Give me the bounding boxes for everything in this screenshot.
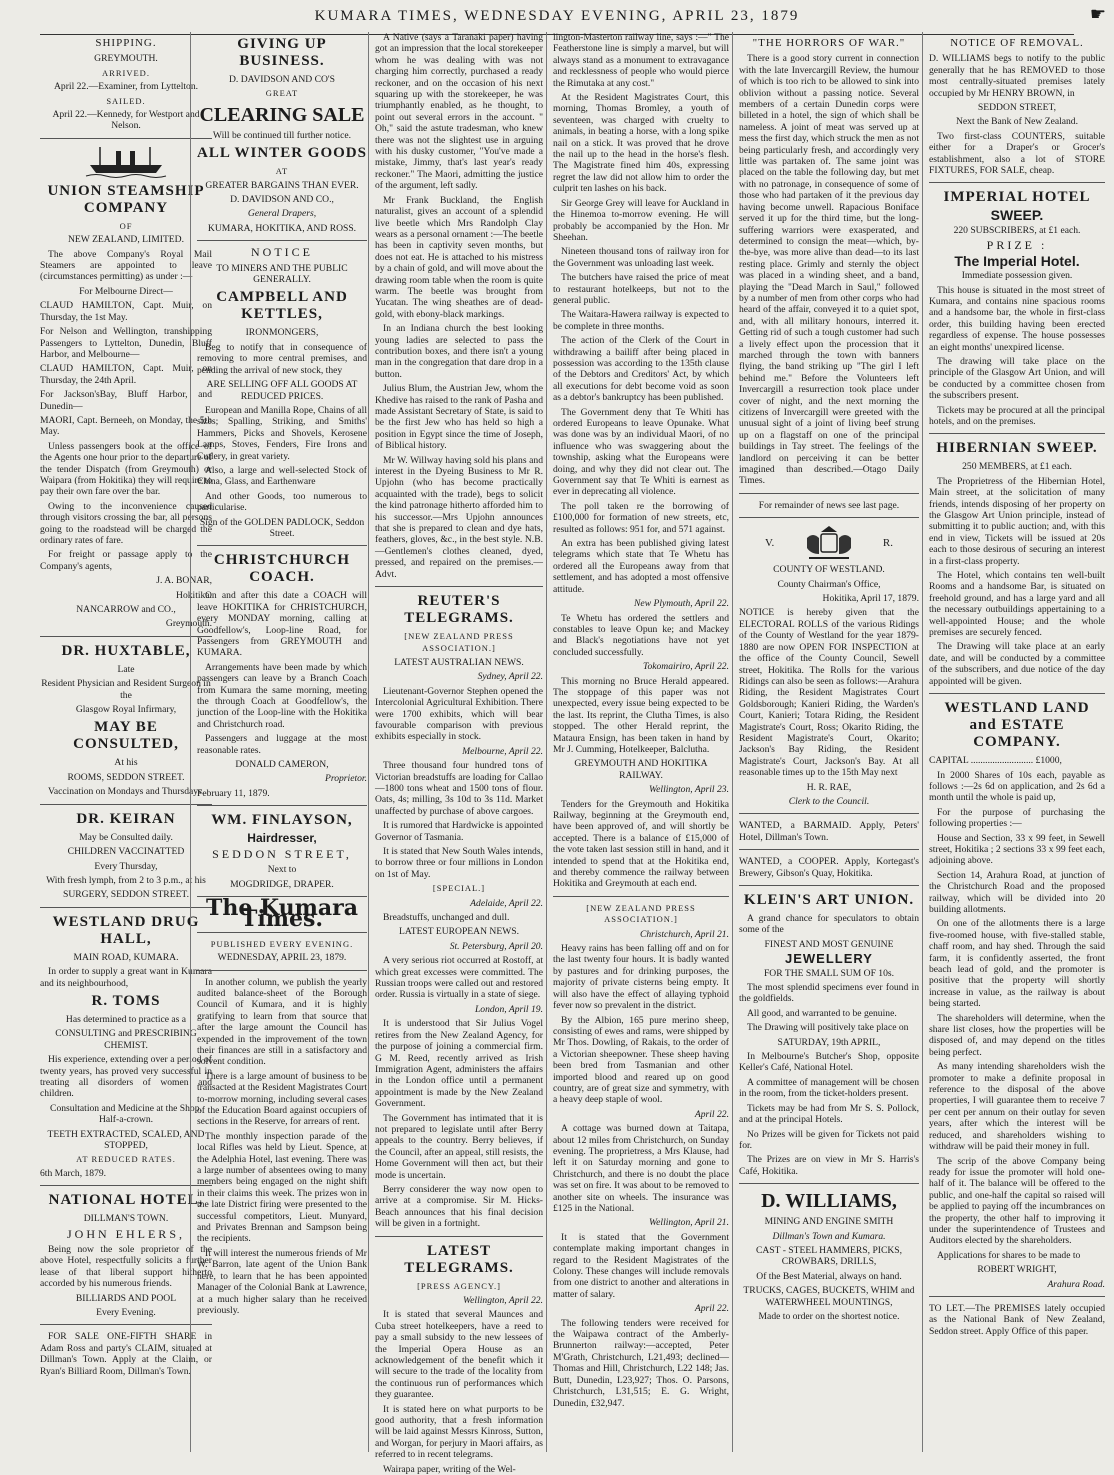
press-agency-label: [PRESS AGENCY.] [417,1280,501,1291]
keiran-thursday: Every Thursday, [94,860,158,872]
arrived-label: ARRIVED. [102,67,150,78]
county-date: Hokitika, April 17, 1879. [822,593,919,605]
toms-teeth: TEETH EXTRACTED, SCALED, AND STOPPED, [47,1128,205,1151]
dateline-sydney: Sydney, April 22. [477,671,543,683]
remainder-note: For remainder of news see last page. [758,499,900,511]
hibernian-heading: HIBERNIAN SWEEP. [936,440,1098,457]
billiards-evening: Every Evening. [96,1307,156,1319]
klein-saturday: SATURDAY, 19th APRIL, [777,1036,881,1048]
telegram-12: Wairapa paper, writing of the Wel- [383,1463,516,1475]
horrors-heading: "THE HORRORS OF WAR." [752,37,906,49]
divider [739,849,919,850]
national-hotel-heading: NATIONAL HOTEL, [48,1192,204,1209]
toms-experience: His experience, extending over a period of twenty years, has proved very successful in treating all disorders of women and children. [40,1054,212,1100]
winter-goods: ALL WINTER GOODS [197,145,367,162]
news-13: Tenders for the Greymouth and Hokitika Railway, beginning at the Greymouth end, have been approved of, and will shortly be accepted. There is a balance of £15,000 of the vote taken last session still in hand, and it intended to spend that at the Hokitika end, and thereby commence the railway between Hokitika and Greymouth at each end. [553,798,729,890]
dateline-london: London, April 19. [474,1003,543,1015]
news-1: lington-Masterton railway line, says :—" The Featherstone line is simply a marvel, but will always stand as a monument to extravagance and recklessness of people who would pierce the Rimutaka at any cost." [553,32,729,89]
news-16: A cottage was burned down at Taitapa, about 12 miles from Christchurch, on Sunday evening. The proprietress, a Mrs Klause, had left it on Saturday morning and gone to Christchurch, and there is no doubt the place was set on fire. It was about to be removed to another site on wheels. The insurance was £125 in the National. [553,1123,729,1214]
dateline-st-petersburg: St. Petersburg, April 20. [449,940,543,952]
keiran-heading: DR. KEIRAN [76,810,176,827]
sailed-label: SAILED. [106,95,146,106]
arms-v: V. [765,537,775,550]
ironmongers-label: IRONMONGERS, [245,327,319,339]
klein-tickets: Tickets may be had from Mr S. S. Pollock, and at the principal Hotels. [739,1102,919,1126]
imperial-house-text: This house is situated in the most street of Kumara, and contains nine spacious rooms and a handsome bar, the whole in first-class order, this building having been erected regardless of expense. The house possesses an eight months' unexpired license. [929,284,1105,353]
dateline-wellington-21: Wellington, April 21. [649,1217,729,1229]
notice-heading: NOTICE [251,245,313,260]
telegram-6: A very serious riot occurred at Rostoff, at which great excesses were committed. The Russian troops were called out and restored order. Russia is virtually in a state of siege. [375,955,543,1001]
news-4: Nineteen thousand tons of railway iron for the Government was unloading last week. [553,246,729,269]
county-heading: COUNTY OF WESTLAND. [773,564,885,576]
westland-purpose: For the purpose of purchasing the following properties :— [929,806,1105,830]
keiran-surgery: SURGERY, SEDDON STREET. [63,889,189,901]
huxtable-resident: Resident Physician and Resident Surgeon in the [41,678,211,701]
williams-material: Of the Best Material, always on hand. [756,1270,902,1282]
column-2 [190,32,373,1452]
editorial-3: The monthly inspection parade of the local Rifles was held by Lieut. Spence, at the Adelphia Hotel, last evening. There was a large number of absentees owing to many members being engaged on the night shift in their claims this week. The prizes won in the late District firing were presented to the successful competitors, Lieut. Munyard, and Privates Brennan and Sampson being the recipients. [197,1130,367,1245]
finlayson-heading: WM. FINLAYSON, [211,812,353,829]
toms-rates: AT REDUCED RATES. [76,1154,176,1165]
miners-line: TO MINERS AND THE PUBLIC GENERALLY. [216,262,348,286]
article-dyeing: Mr W. Willway having sold his plans and interest in the Dyeing Business to Mr R. Upjohn (who has become practically acquainted with the trade), begs to solicit the kind patronage hitherto afforded him to his successor.—Mrs Upjohn announces that she is prepared to clean and dye hats, feathers, gloves, &c., in the best style. N.B.—Gentlemen's clothes cleaned, dyed, pressed, and repaired on the premises.—Advt. [375,454,543,580]
news-3: Sir George Grey will leave for Auckland in the Hinemoa to-morrow evening. He will probably be accompanied by the Hon. Mr Sheehan. [553,197,729,243]
klein-grand: A grand chance for speculators to obtain some of the [739,913,919,936]
toms-name: R. TOMS [91,992,161,1009]
westland-scrip: The scrip of the above Company being ready for issue the promoter will hold one-half of it. The balance will be offered to the public, and one-half the capital so raised will be applied to paying off the incumbrances on the property, the other half to improving it under the superintendence of Trustees and Auditors elected by the shareholders. [929,1155,1105,1247]
telegram-7: It is understood that Sir Julius Vogel retires from the New Zealand Agency, for the purpose of joining a commercial firm. G M. Reed, recently arrived as Irish Immigration Agent, administers the affairs in the London office until a permanent appointment is made by the New Zealand Government. [375,1018,543,1110]
billiards-line: BILLIARDS AND POOL [75,1292,177,1304]
pointing-hand-icon: ☛ [1089,4,1106,24]
divider [40,1185,212,1186]
reuters-heading: REUTER'S TELEGRAMS. [404,593,514,627]
australian-news-heading: LATEST AUSTRALIAN NEWS. [394,656,524,668]
hibernian-members: 250 MEMBERS, at £1 each. [962,461,1072,473]
imperial-draw-text: The drawing will take place on the principle of the Glasgow Art Union, and will be conducted by a committee chosen from the subscribers present. [929,355,1105,402]
arms-r: R. [882,537,893,550]
at-label: AT [275,166,289,177]
divider [40,636,212,637]
agent-hokitika: Hokitika. [176,589,212,601]
divider [197,805,367,806]
klein-price: FOR THE SMALL SUM OF 10s. [763,967,895,979]
column-6 [922,32,1109,1452]
royal-arms-block [739,524,919,564]
westland-arahura: Arahura Road. [1047,1278,1105,1290]
klein-warranted: All good, and warranted to be genuine. [747,1007,897,1019]
dateline-christchurch: Christchurch, April 21. [639,928,729,940]
news-18: The following tenders were received for the Waipawa contract of the Amberly-Brunnerton railway:—accepted, Peter M'Grath, Christchurch, L21,493; declined—Thomas and Hill, Christchurch, L22 148; Jas. Butt, Dunedin, L23,927; Thos. O. Parsons, Christchurch, L31,515; E. G. Wright, Dunedin, £32,947. [553,1317,729,1409]
coach-text-3: Passengers and luggage at the most reasonable rates. [197,733,367,756]
royal-coat-of-arms-icon [801,524,857,564]
huxtable-glasgow: Glasgow Royal Infirmary, [75,704,177,716]
divider [40,138,212,139]
bar-notice: Owing to the inconvenience caused through visitors crossing the bar, all persons going to the roadstead will be charged the ordinary rates of fare. [40,500,212,546]
imperial-subscribers: 220 SUBSCRIBERS, at £1 each. [953,224,1081,236]
great-label: GREAT [265,88,299,99]
divider [40,907,212,908]
rope-text: European and Manilla Rope, Chains of all sizes; Spalling, Striking, and Smiths' Hammers, Picks and Shovels, Kerosene Lamps, Stoves, Fenders, Fire Irons and Cutlery, in great variety. [197,404,367,462]
klein-view: The Prizes are on view in Mr S. Harris's Café, Hokitika. [739,1154,919,1177]
news-14: Heavy rains has been falling off and on for the last twenty four hours. It is badly wanted by pastures and for drinking purposes, the majority of private cisterns being empty. It will also have the effect of allaying typhoid fever now so prevalent in the district. [553,943,729,1012]
klein-finest: FINEST AND MOST GENUINE [764,938,894,950]
news-15: By the Albion, 165 pure merino sheep, consisting of ewes and rams, were shipped by Mr Thos. Dowling, of Rakais, to the order of a Victorian sheepowner. These sheep having been bred from Tasmanian and other imported blood and reared up on good country, are of great size and symmetry, with a heavy deep staple of wool. [553,1014,729,1106]
news-8: The Government deny that Te Whiti has ordered Europeans to leave Opunake. What was done was by an individual Maori, of no influence who was swaggering about the township, asking what the Europeans were doing, and why they did not clear out. The Government say that Te Whiti is earnest as ever in deprecating all violence. [553,406,729,498]
divider [40,804,212,805]
railway-heading: GREYMOUTH AND HOKITIKA RAILWAY. [574,758,708,781]
column-3 [368,32,549,1475]
keiran-daily: May be Consulted daily. [79,831,173,843]
toms-consultation: Consultation and Medicine at the Shop, Half-a-crown. [50,1102,202,1126]
union-text: The above Company's Royal Mail Steamers are appointed to leave (circumstances permitting) as under :— [40,248,212,283]
dateline-wellington: Wellington, April 22. [463,1295,543,1306]
jackson-route: For Jackson'sBay, Bluff Harbor, and Dunedin— [40,389,212,412]
drapers-label: General Drapers, [247,208,317,220]
towns-line: KUMARA, HOKITIKA, AND ROSS. [207,222,357,234]
electoral-notice: NOTICE is hereby given that the ELECTORAL ROLLS of the various Ridings of the County of Westland for the year 1879-1880 are now OPEN FOR INSPECTION at the office of the County Council, Sewell street, Hokitika. The Rolls for the various Ridings can also be seen as follows:—Arahura Riding, the Resident Magistrates Court Goldsborough; Kanieri Riding, the Warden's Court, Kanieri; Totara Riding, the Resident Magistrate's Court, Ross; Okarito Riding, the Resident Magistrate's Court, Okarito; Jackson's Bay Riding, the Resident Magistrate's Court, Jackson's Bay. At all reasonable times up to the 15th May next [739,607,919,779]
divider [375,1236,543,1237]
horrors-story: There is a good story current in connection with the late Invercargill Review, the humour of which is too rich to be allowed to sink into oblivion without a passing notice. Several members of a certain Dunedin corps were billeted in a hotel, the sign of which shall be nameless. A joint of meat was served up at mess the first day, which struck the men as not being particularly fresh, and accordingly very little was partaken of. The same joint was placed on the table the following day, but met with no patronage, in consequence of some of those who had partaken of it the previous day having become unwell. Rapacious Boniface served it up for the third time, but the long-suffering warriors were exasperated, and determined to consign the meat—which, by-the-bye, was more alive than dead—to its last resting place. Grimly and sternly the object was placed in a winding sheet, and a band, playing the "Dead March in Saul," followed by a number of men from other corps who had heard of the affair, conveyed it to a quiet spot, and, with all military honours, interred it. Getting rid of such a tough customer had such a lively effect upon the procession that it marched through the town with banners flying, the band striking up "The girl I left behind me." Before the Volunteers left Invercargill a resurrection took place under cover of night, and the next morning the citizens of Invercargill were greeted with the unusual sight of a joint of living beef strung up on a flagstaff on one of the principal buildings in Tay street. The feelings of the landlord on perceiving it can be better imagined than described.—Otago Daily Times. [739,53,919,487]
agent-nancarrow: NANCARROW and CO., [76,604,176,616]
toms-date: 6th March, 1879. [40,1167,107,1179]
masthead-title: KUMARA TIMES, WEDNESDAY EVENING, APRIL 23, 1879 [314,8,800,24]
dateline-new-plymouth: New Plymouth, April 22. [634,598,729,610]
imperial-prize-label: PRIZE : [986,238,1048,253]
claud-sailing-1: CLAUD HAMILTON, Capt. Muir, on Thursday, the 1st May. [40,300,212,323]
divider [739,1183,919,1184]
news-12: This morning no Bruce Herald appeared. The stoppage of this paper was not unexpected, every issue being expected to be the last. Its reprint, the Clutha Times, is also stopped. The other Herald reprint, the Mataura Ensign, has been taken in hand by Mr J. Cumming, Hotelkeeper, Balclutha. [553,675,729,755]
westland-company-heading: WESTLAND LAND and ESTATE COMPANY. [944,700,1090,751]
davidson-name: D. DAVIDSON AND CO., [230,194,334,206]
passenger-notice: Unless passengers book at the office of the Agents one hour prior to the departure of the tender Dispatch (from Greymouth) or Waipara (from Hokitika) they will require to pay their own fare over the bar. [40,440,212,498]
steamship-icon [86,145,166,179]
dateline-tokomairiro: Tokomairiro, April 22. [642,661,729,673]
removal-text: D. WILLIAMS begs to notify to the public generally that he has REMOVED to those most centrally-situated premises lately occupied by Mr HENRY BROWN, in [929,53,1105,99]
ehlers-name: JOHN EHLERS, [66,1226,185,1241]
cameron-name: DONALD CAMERON, [235,759,329,771]
telegram-2: Three thousand four hundred tons of Victorian breadstuffs are loading for Callao—1800 tons wheat and 1500 tons of flour. Oats, 4s; milling, 3s 10d to 3s 11d. Market unaffected by purchase of above cargoes. [375,760,543,817]
divider [553,896,729,897]
latest-telegrams-heading: LATEST TELEGRAMS. [404,1242,514,1276]
union-steamship-heading: UNION STEAMSHIP COMPANY [47,182,205,216]
coach-text-1: On and after this date a COACH will leave HOKITIKA for CHRISTCHURCH, every MONDAY morning, calling at Goodfellow's, Loop-line Road, for Passengers from GREYMOUTH and KUMARA. [197,590,367,659]
huxtable-consulted: MAY BE CONSULTED, [73,719,179,753]
telegram-3: It is rumored that Hardwicke is appointed Governor of Tasmania. [375,820,543,843]
toms-practice: Has determined to practice as a [65,1013,187,1025]
news-2: At the Resident Magistrates Court, this morning, Thomas Bromley, a youth of seventeen, was charged with cruelty to animals, in beating a horse, with a long spike nail on a stick. It was proved that he drove the nail up to the head in the horse's flesh. The Magistrate fined him 40s, expressing regret the law did not allow him to order the culprit ten lashes on his back. [553,92,729,195]
imperial-prize: The Imperial Hotel. [954,252,1080,269]
divider [197,240,367,241]
editorial-2: There is a large amount of business to be transacted at the Resident Magistrates Court to-morrow morning, including several cases of the Education Board against occupiers of sections in the Reserve, for arrears of rent. [197,1070,367,1128]
column-5 [732,32,925,1452]
claud-sailing-2: CLAUD HAMILTON, Capt. Muir, on Thursday, the 24th April. [40,363,212,386]
westland-wright: ROBERT WRIGHT, [977,1264,1057,1276]
article-indiana: In an Indiana church the best looking young ladies are selected to pass the contribution boxes, and there isn't a young man in the congregation that dare drop in a button. [375,323,543,380]
shipping-heading: SHIPPING. [95,37,157,49]
next-to: Next to [267,864,297,876]
wanted-cooper: WANTED, a COOPER. Apply, Kortegast's Brewery, Gibson's Quay, Hokitika. [739,856,919,879]
divider [739,517,919,518]
seddon-street: SEDDON STREET, [212,846,352,861]
klein-jewellery: JEWELLERY [785,951,873,967]
nzpa-label: [NEW ZEALAND PRESS ASSOCIATION.] [404,631,514,653]
imperial-possession: Immediate possession given. [961,270,1073,282]
williams-trade: MINING AND ENGINE SMITH [764,1216,894,1228]
williams-hammers: CAST - STEEL HAMMERS, PICKS, CROWBARS, DRILLS, [755,1244,903,1268]
divider [929,182,1105,183]
coach-date: February 11, 1879. [197,787,270,799]
klein-heading: KLEIN'S ART UNION. [743,892,915,908]
column-4 [546,32,735,1452]
union-of: OF [119,220,133,231]
removal-street: SEDDON STREET, [977,102,1057,114]
coach-text-2: Arrangements have been made by which passengers can leave by a Branch Coach from Kumara the same morning, meeting the through Coach at Goodfellow's, the junction of the Loop-line with the Hokitika and Christchurch road. [197,661,367,730]
williams-heading: D. WILLIAMS, [761,1190,897,1213]
maori-sailing: MAORI, Capt. Berneeh, on Monday, the 5th May. [40,414,212,438]
huxtable-vaccination: Vaccination on Mondays and Thursdays. [48,786,205,798]
telegram-11: It is stated here on what purports to be good authority, that a fresh information will be laid against Messrs Kinross, Sutton, and Worgan, for perjury in Maori affairs, as referred to in recent telegrams. [375,1403,543,1461]
article-native: A Native (says a Taranaki paper) having got an impression that the local storekeeper whom he was dealing with was not charging him correctly, purchased a ready reckoner, and on the occasion of his next squaring up with the storekeeper, he was triumphantly enabled, as he thought, to point out several errors in the account. " Oh," said the astute tradesman, who knew there was not the slightest use in arguing with his dusky customer, "You've made a mistake, Jimmy, that's last year's ready reckoner." The Maori, admitting the justice of the argument, left sadly. [375,32,543,192]
dateline-wellington-23: Wellington, April 23. [649,784,729,796]
nelson-route: For Nelson and Wellington, transhipping Passengers to Lyttelton, Dunedin, Bluff Harbor, and Melbourne— [40,326,212,360]
telegram-9: Berry considerer the way now open to arrive at a compromise. Sir M. Hicks-Beach announces that his final decision will be given in a fortnight. [375,1183,543,1230]
keiran-children: CHILDREN VACCINATTED [67,846,185,858]
huxtable-rooms: ROOMS, SEDDON STREET. [67,771,185,783]
china-text: Also, a large and well-selected Stock of China, Glass, and Earthenware [197,464,367,488]
editorial-4: It will interest the numerous friends of Mr W. Barron, late agent of the Union Bank here, to learn that he has been appointed Manager of the Colonial Bank at Lawrence, at a much higher salary than he received previously. [197,1247,367,1316]
article-blum: Julius Blum, the Austrian Jew, whom the Khedive has raised to the rank of Pasha and made Assistant Secretary of State, is said to be the first Jew who has held so high a position in Egypt since the time of Joseph, of Biblical history. [375,383,543,452]
national-location: DILLMAN'S TOWN. [83,1213,169,1225]
news-11: Te Whetu has ordered the settlers and constables to leave Opun ke; and Mackey and Black's negotiations have not yet concluded successfully. [553,612,729,658]
klein-specimens: The most splendid specimens ever found in the goldfields. [739,982,919,1005]
divider [739,885,919,886]
bargains-line: GREATER BARGAINS THAN EVER. [205,179,359,191]
klein-committee: A committee of management will be chosen in the room, from the ticket-holders present. [739,1076,919,1100]
huxtable-late: Late [117,663,135,675]
telegram-10: It is stated that several Maunces and Cuba street hotelkeepers, have a reed to pay a small subsidy to the new lessees of the Imperial Opera House as an acknowledgement of the benefit which it will secure to the trade of the locality from the continuous run of performances which they guarantee. [375,1309,543,1401]
williams-location: Dillman's Town and Kumara. [772,1230,886,1242]
divider [929,693,1105,694]
campbell-heading: CAMPBELL AND KETTLES, [216,289,348,323]
removal-heading: NOTICE OF REMOVAL. [950,37,1084,49]
agent-greymouth: Greymouth. [165,618,212,630]
nzpa-label: [NEW ZEALAND PRESS ASSOCIATION.] [586,902,696,925]
divider [197,970,367,971]
ehlers-text: Being now the sole proprietor of the above Hotel, respectfully solicits a further lease of that liberal support hitherto accorded by his numerous friends. [40,1244,212,1290]
telegram-4: It is stated that New South Wales intends, to borrow three or four millions in London on 1st of May. [375,846,543,880]
golden-padlock-sign: Sign of the GOLDEN PADLOCK, Seddon Street. [199,516,365,539]
klein-drawing: The Drawing will positively take place on [747,1022,909,1034]
westland-applications: Applications for shares to be made to [937,1249,1081,1261]
wanted-barmaid: WANTED, a BARMAID. Apply, Peters' Hotel, Dillman's Town. [739,820,919,843]
dateline-april-22: April 22. [694,1108,729,1120]
news-9: The poll taken re the borrowing of £100,000 for formation of new streets, etc, resulted as follows: 951 for, and 571 against. [553,500,729,535]
drug-hall-text: In order to supply a great want in Kumara and its neighbourhood, [40,966,212,989]
greymouth-label: GREYMOUTH. [94,53,158,65]
westland-capital: CAPITAL .......................... £1000, [929,755,1062,767]
keiran-lymph: With fresh lymph, from 2 to 3 p.m., at his [46,874,206,886]
divider [929,1296,1105,1297]
divider [40,1324,212,1325]
giving-up-heading: GIVING UP BUSINESS. [237,36,327,69]
klein-venue: In Melbourne's Butcher's Shop, opposite Keller's Café, National Hotel. [739,1051,919,1074]
rae-title: Clerk to the Council. [788,795,870,807]
davidson-line: D. DAVIDSON AND CO'S [228,74,336,85]
other-goods-text: And other Goods, too numerous to particularise. [197,490,367,514]
union-nz: NEW ZEALAND, LIMITED. [68,234,184,246]
paper-title: The Kumara Times. [205,894,359,933]
clearing-continued: Will be continued till further notice. [212,129,352,141]
coach-heading: CHRISTCHURCH COACH. [213,552,351,586]
rae-name: H. R. RAE, [806,781,852,793]
special-label: [SPECIAL.] [432,883,486,894]
hibernian-text-3: The Drawing will take place at an early date, and will be conducted by a committee of the subscribers, and due notice of the day appointed will be given. [929,641,1105,687]
sailed-entry: April 22.—Kennedy, for Westport and Nelson. [52,109,200,132]
dateline-april-22b: April 22. [694,1303,729,1315]
clearing-sale-heading: CLEARING SALE [199,103,365,126]
masthead [0,0,1114,30]
published-line: PUBLISHED EVERY EVENING. [210,938,354,949]
county-office: County Chairman's Office, [777,578,881,590]
to-let-notice: TO LET.—The PREMISES lately occupied as the National Bank of New Zealand, Seddon street. Apply Office of this paper. [929,1302,1105,1337]
westland-property-1: House and Section, 33 x 99 feet, in Sewell street, Hokitika ; 2 sections 33 x 99 feet each, adjoining above. [929,832,1105,867]
westland-shares: In 2000 Shares of 10s each, payable as follows :—2s 6d on application, and 2s 6d a month until the whole is paid up, [929,769,1105,804]
news-17: It is stated that the Government contemplate making important changes in regard to the Resident Magistrates of the Colony. These changes will include removals from one district to another and alterations in matter of salary. [553,1231,729,1300]
cameron-title: Proprietor. [324,773,367,785]
freight-text: For freight or passage apply to the Company's agents, [40,549,212,572]
williams-trucks: TRUCKS, CAGES, BUCKETS, WHIM and WATERWHEEL MOUNTINGS, [743,1285,915,1308]
huxtable-at-his: At his [114,757,138,769]
westland-shareholders: The shareholders will determine, when the share list closes, how the properties will be disposed of, and may depend on the titles being perfect. [929,1012,1105,1058]
editorial-1: In another column, we publish the yearly audited balance-sheet of the Borough Council of Kumara, and it is highly gratifying to learn from that source that after the large amount the Council has expended in the improvement of the town their finances are still in a satisfactory and solvent condition. [197,976,367,1068]
removal-nextbank: Next the Bank of New Zealand. [955,116,1078,128]
divider [197,545,367,546]
westland-guarantee: As many intending shareholders wish the promoter to make a definite proposal in reference to the disposal of the above properties, I will guarantee them to receive 7 per cent per annum on their outlay for seven years, after which the interest will be reduced, and shareholders wishing to withdraw will be paid their money in full. [929,1061,1105,1153]
news-5: The butchers have raised the price of meat to restaurant hotelkeeps, but not to the general public. [553,272,729,306]
selling-line: ARE SELLING OFF ALL GOODS AT REDUCED PRICES. [206,379,358,402]
drug-hall-heading: WESTLAND DRUG HALL, [52,913,200,947]
toms-chemist: CONSULTING and PRESCRIBING CHEMIST. [55,1028,197,1051]
westland-property-2: Section 14, Arahura Road, at junction of the Christchurch Road and the proposed railway, which will be divided into 20 building allotments. [929,869,1105,915]
counters-notice: Two first-class COUNTERS, suitable either for a Draper's or Grocer's establishment, also a lot of STORE FIXTURES, FOR SALE, cheap. [929,130,1105,177]
campbell-text: Beg to notify that in consequence of removing to more central premises, and pending the arrival of new stock, they [197,341,367,376]
huxtable-heading: DR. HUXTABLE, [61,642,191,659]
article-beetle: Mr Frank Buckland, the English naturalist, gives an account of a splendid live beetle which Mrs Randolph Clay wears as a personal ornament :—The beetle has been in captivity seven months, but does not eat. He is attached to his mistress by a chain of gold, and will move about the drawing room table when the room is quite warm. The beetle was brought from Yucatan. The wing sheathes are of dead-gold, with ebony-black markings. [375,194,543,320]
issue-date: WEDNESDAY, APRIL 23, 1879. [217,952,347,964]
klein-no-prizes: No Prizes will be given for Tickets not paid for. [739,1128,919,1151]
share-sale-notice: FOR SALE ONE-FIFTH SHARE in Adam Ross and party's CLAIM, situated at Dillman's Town. Apply at the Claim, or Ryan's Billiard Room, Dillman's Town. [40,1331,212,1377]
telegram-1: Lieutenant-Governor Stephen opened the Intercolonial Agricultural Exhibition. There were 1700 exhibits, which will bear favourable comparison with previous exhibits especially in stock. [375,685,543,743]
drug-hall-address: MAIN ROAD, KUMARA. [73,951,179,963]
imperial-tickets-text: Tickets may be procured at all the principal hotels, and on the premises. [929,404,1105,427]
divider [739,813,919,814]
news-6: The Waitara-Hawera railway is expected to be complete in three months. [553,309,729,332]
dateline-melbourne: Melbourne, April 22. [462,745,543,757]
news-7: The action of the Clerk of the Court in withdrawing a bailiff after being placed in possession was according to the 135th clause of the Debtors and Creditors' Act, by which all executions for debt become void as soon as a debtor's bankruptcy has been published. [553,335,729,404]
dateline-adelaide: Adelaide, April 22. [470,897,543,909]
telegram-8: The Government has intimated that it is not prepared to legislate until after Berry appeals to the country. Berry believes, if the Council, after an appeal, still resists, the Home Government will then act, but their mode is uncertain. [375,1112,543,1181]
divider [375,586,543,587]
news-10: An extra has been published giving latest telegrams which state that Te Whetu has ordered all the Europeans away from that settlement, and has adopted a most offensive attitude. [553,538,729,595]
hibernian-text-2: The Hotel, which contains ten well-built Rooms and a handsome Bar, is situated on freehold ground, and has a large yard and all the necessary outbuildings appertaining to a well-appointed House; and the whole premises are securely fenced. [929,570,1105,639]
divider [929,433,1105,434]
williams-order: Made to order on the shortest notice. [758,1310,900,1322]
arrived-entry: April 22.—Examiner, from Lyttelton. [53,81,199,93]
imperial-heading: IMPERIAL HOTEL [943,189,1091,206]
divider [739,493,919,494]
imperial-sweep: SWEEP. [990,207,1044,224]
hibernian-text-1: The Proprietress of the Hibernian Hotel, Main street, at the solicitation of many friends, intends disposing of her property on the Glasgow Art Union principle, instead of submitting it to public auction; and, with this end in view, Tickets will be issued at 20s each to those desirous of securing an interest in a first-class property. [929,475,1105,567]
telegram-5: Breadstuffs, unchanged and dull. [383,912,510,924]
melbourne-route: For Melbourne Direct— [79,285,173,297]
agent-bonar: J. A. BONAR, [156,575,212,587]
european-news-heading: LATEST EUROPEAN NEWS. [398,926,519,938]
mogdridge-line: MOGDRIDGE, DRAPER. [230,878,334,890]
westland-allotment: On one of the allotments there is a large five-roomed house, with five-stalled stable, chaff room, and hay shed. Through the said farm, it is confidently asserted, the front beach lead of gold, and the promoter is positive that the property will shortly increase in value, as the railway is about being started. [929,918,1105,1010]
hairdresser-label: Hairdresser, [247,831,317,846]
